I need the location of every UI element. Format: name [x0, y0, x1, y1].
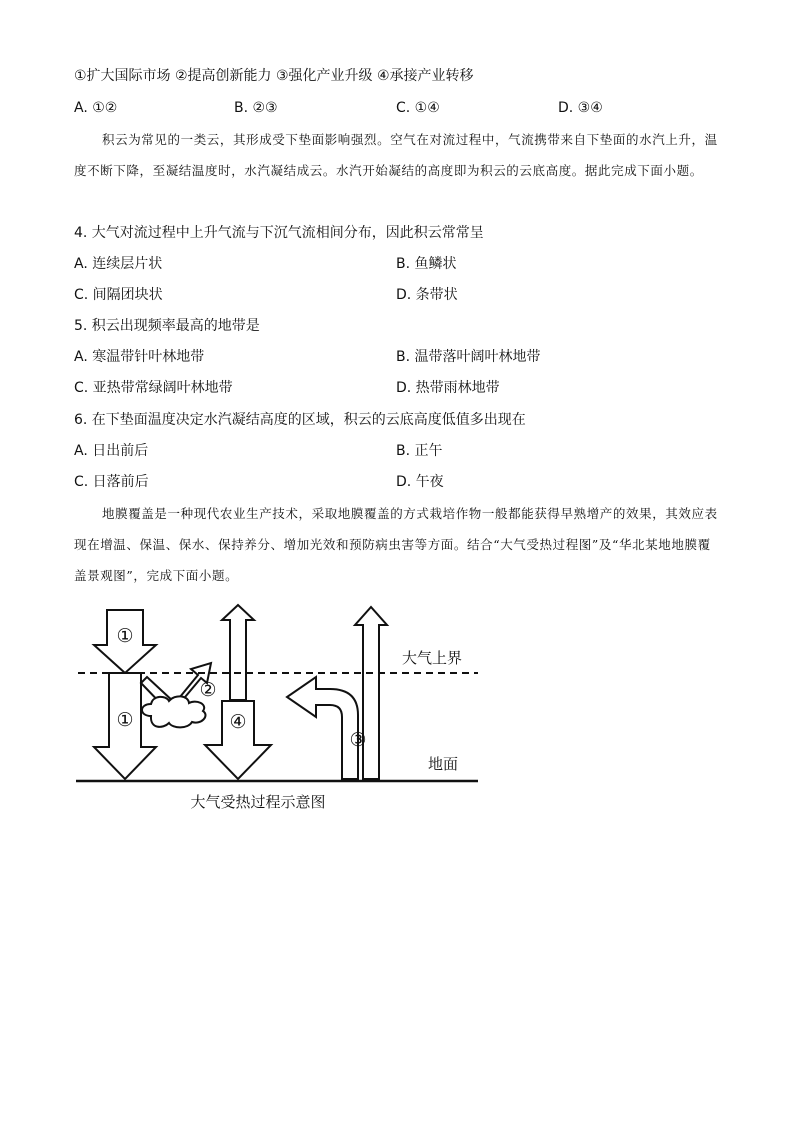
- q4-option-d: D. 条带状: [396, 287, 458, 303]
- question-6-stem: 6. 在下垫面温度决定水汽凝结高度的区域，积云的云底高度低值多出现在: [74, 412, 526, 428]
- marker-1-lower: ①: [116, 709, 134, 731]
- q5-option-b: B. 温带落叶阔叶林地带: [396, 349, 541, 365]
- answer-choices-line: ①扩大国际市场 ②提高创新能力 ③强化产业升级 ④承接产业转移: [74, 68, 474, 84]
- q4-option-a: A. 连续层片状: [74, 256, 163, 272]
- atmosphere-heating-diagram: [0, 595, 794, 835]
- q4-option-c: C. 间隔团块状: [74, 287, 163, 303]
- atmospheric-radiation-up-arrow: [222, 605, 254, 700]
- q4-option-b: B. 鱼鳞状: [396, 256, 457, 272]
- ground-radiation-space-arrow: [355, 607, 387, 779]
- marker-3: ③: [349, 729, 367, 751]
- question-5-stem: 5. 积云出现频率最高的地带是: [74, 318, 260, 334]
- q3-option-c: C. ①④: [396, 100, 440, 116]
- cumulus-passage: 积云为常见的一类云，其形成受下垫面影响强烈。空气在对流过程中，气流携带来自下垫面的水汽上升，温度不断下降，至凝结温度时，水汽凝结成云。水汽开始凝结的高度即为积云的云底高度。据此完成下面小题。: [74, 132, 718, 178]
- label-top-of-atmosphere: 大气上界: [402, 649, 463, 667]
- q5-option-a: A. 寒温带针叶林地带: [74, 349, 205, 365]
- q3-option-a: A. ①②: [74, 100, 118, 116]
- q6-option-a: A. 日出前后: [74, 443, 149, 459]
- marker-4: ④: [229, 711, 247, 733]
- label-ground: 地面: [428, 755, 459, 773]
- marker-1-upper: ①: [116, 625, 134, 647]
- q6-option-b: B. 正午: [396, 443, 443, 459]
- q6-option-c: C. 日落前后: [74, 474, 149, 490]
- q3-option-d: D. ③④: [558, 100, 603, 116]
- mulch-passage: 地膜覆盖是一种现代农业生产技术，采取地膜覆盖的方式栽培作物一般都能获得早熟增产的效果，其效应表现在增温、保温、保水、保持养分、增加光效和预防病虫害等方面。结合“大气受热过程图”及“华北某地地膜覆盖景观图”，完成下面小题。: [74, 506, 718, 583]
- q5-option-c: C. 亚热带常绿阔叶林地带: [74, 380, 233, 396]
- marker-2: ②: [199, 679, 217, 701]
- q3-option-b: B. ②③: [234, 100, 278, 116]
- ground-radiation-arrow: [287, 677, 358, 779]
- q6-option-d: D. 午夜: [396, 474, 444, 490]
- q5-option-d: D. 热带雨林地带: [396, 380, 500, 396]
- cloud-shape: [142, 696, 206, 727]
- question-4-stem: 4. 大气对流过程中上升气流与下沉气流相间分布，因此积云常常呈: [74, 225, 484, 241]
- diagram-caption: 大气受热过程示意图: [190, 793, 326, 811]
